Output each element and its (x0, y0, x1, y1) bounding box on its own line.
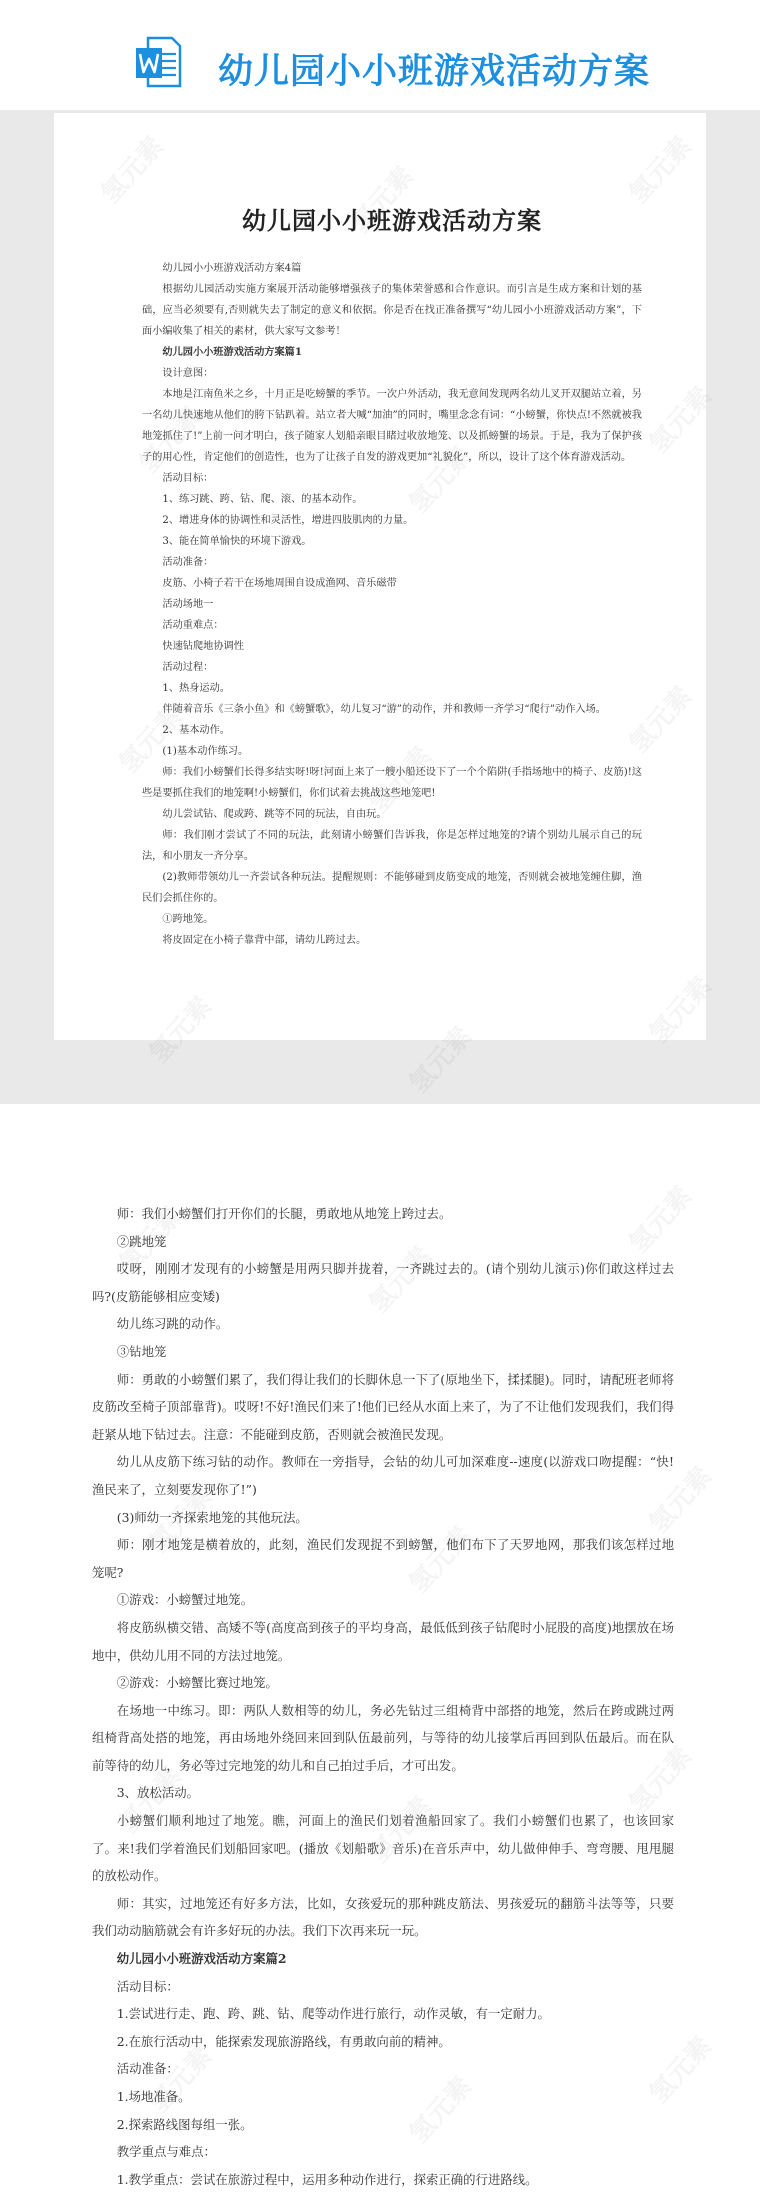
paragraph: 活动过程： (162, 662, 214, 673)
paragraph: (1)基本动作练习。 (162, 746, 249, 757)
paragraph: ①游戏：小螃蟹过地笼。 (116, 1592, 254, 1608)
paragraph: 活动准备： (116, 2061, 179, 2077)
paragraph: 师：我们小螃蟹们长得多结实呀!呀!河面上来了一艘小船还设下了一个个陷阱(手指场地中的椅子、皮筋)!这些是要抓住我们的地笼啊!小螃蟹们，你们试着去挑战这些地笼吧! (142, 767, 642, 799)
header-title: 幼儿园小小班游戏活动方案 (218, 52, 651, 92)
paragraph: ③钻地笼 (116, 1343, 167, 1359)
paragraph: 本地是江南鱼米之乡，十月正是吃螃蟹的季节。一次户外活动，我无意间发现两名幼儿叉开双腿站立着，另一名幼儿快速地从他们的胯下钻趴着。站立者大喊“加油”的同时，嘴里念念有词：“小螃蟹，你快点!不然就被我地笼抓住了!”上前一问才明白，孩子随家人划船亲眼目睹过收放地笼、以及抓螃蟹的场景。于是，我为了保护孩子的用心性，肯定他们的创造性，也为了让孩子自发的游戏更加“礼貌化”，所以，设计了这个体育游戏活动。 (142, 389, 642, 463)
paragraph: 1.教学重点：尝试在旅游过程中，运用多种动作进行，探索正确的行进路线。 (116, 2171, 538, 2187)
paragraph: 3、能在简单愉快的环境下游戏。 (162, 536, 312, 547)
paragraph: 活动重难点： (162, 620, 224, 631)
paragraph: 师：勇敢的小螃蟹们累了，我们得让我们的长脚休息一下了(原地坐下，揉揉腿)。同时，请配班老师将皮筋改至椅子顶部靠背)。哎呀!不好!渔民们来了!他们已经从水面上来了，为了不让他们发现我们，我们得赶紧从地下钻过去。注意：不能碰到皮筋，否则就会被渔民发现。 (92, 1371, 674, 1442)
paragraph: 设计意图： (162, 368, 214, 379)
paragraph: 2、基本动作。 (162, 725, 230, 736)
paragraph: 1、热身运动。 (162, 683, 230, 694)
paragraph: 2、增进身体的协调性和灵活性，增进四肢肌肉的力量。 (162, 515, 414, 526)
paragraph: (3)师幼一齐探索地笼的其他玩法。 (116, 1509, 308, 1525)
paragraph: 幼儿从皮筋下练习钻的动作。教师在一旁指导，会钻的幼儿可加深难度--速度(以游戏口吻提醒：“快!渔民来了，立刻要发现你了!”) (92, 1454, 674, 1497)
paragraph: ②游戏：小螃蟹比赛过地笼。 (116, 1675, 278, 1691)
paragraph: 师：我们刚才尝试了不同的玩法，此刻请小螃蟹们告诉我，你是怎样过地笼的?请个别幼儿展示自己的玩法，和小朋友一齐分享。 (142, 830, 642, 862)
paragraph: 活动场地一 (162, 599, 214, 610)
paragraph: 小螃蟹们顺利地过了地笼。瞧，河面上的渔民们划着渔船回家了。我们小螃蟹们也累了，也该回家了。来!我们学着渔民们划船回家吧。(播放《划船歌》音乐)在音乐声中，幼儿做伸伸手、弯弯腰、甩甩腿的放松动作。 (92, 1813, 674, 1884)
paragraph: 3、放松活动。 (116, 1785, 200, 1801)
document-page-2 (0, 1104, 760, 2187)
paragraph: 活动目标： (116, 1978, 179, 1994)
paragraph: 伴随着音乐《三条小鱼》和《螃蟹歌》，幼儿复习“游”的动作，并和教师一齐学习“爬行”动作入场。 (162, 704, 606, 715)
paragraph: 2.探索路线图每组一张。 (116, 2116, 253, 2132)
page-background (0, 110, 760, 1104)
paragraph: 师：我们小螃蟹们打开你们的长腿，勇敢地从地笼上跨过去。 (116, 1206, 452, 1221)
paragraph: 活动目标： (162, 473, 214, 484)
paragraph: 在场地一中练习。即：两队人数相等的幼儿，务必先钻过三组椅背中部搭的地笼，然后在跨或跳过两组椅背高处搭的地笼，再由场地外绕回来回到队伍最前列，与等待的幼儿接掌后再回到队伍最后。而在队前等待的幼儿，务必等过完地笼的幼儿和自己拍过手后，才可出发。 (92, 1702, 674, 1773)
document-title: 幼儿园小小班游戏活动方案 (242, 206, 542, 235)
paragraph: 哎呀，刚刚才发现有的小螃蟹是用两只脚并拢着，一齐跳过去的。(请个别幼儿演示)你们敢这样过去吗?(皮筋能够相应变矮) (92, 1261, 674, 1304)
paragraph: 2.在旅行活动中，能探索发现旅游路线，有勇敢向前的精神。 (116, 2033, 451, 2049)
paragraph: (2)教师带领幼儿一齐尝试各种玩法。提醒规则：不能够碰到皮筋变成的地笼，否则就会被地笼缠住脚，渔民们会抓住你的。 (142, 872, 642, 904)
paragraph: 师：刚才地笼是横着放的，此刻，渔民们发现捉不到螃蟹，他们布下了天罗地网，那我们该怎样过地笼呢? (92, 1537, 674, 1580)
document-header (0, 0, 760, 110)
document-page-1 (54, 113, 706, 1040)
paragraph: 1、练习跳、跨、钻、爬、滚、的基本动作。 (162, 494, 363, 505)
paragraph: 根据幼儿园活动实施方案展开活动能够增强孩子的集体荣誉感和合作意识。而引言是生成方案和计划的基础，应当必须要有,否则就失去了制定的意义和依据。你是否在找正准备撰写“幼儿园小小班游戏活动方案”，下面小编收集了相关的素材，供大家写文参考！ (142, 284, 642, 337)
paragraph: 将皮固定在小椅子靠背中部，请幼儿跨过去。 (162, 935, 367, 946)
paragraph: 幼儿园小小班游戏活动方案4篇 (162, 263, 302, 274)
paragraph: 师：其实，过地笼还有好多方法，比如，女孩爱玩的那种跳皮筋法、男孩爱玩的翻筋斗法等等，只要我们动动脑筋就会有许多好玩的办法。我们下次再来玩一玩。 (92, 1895, 674, 1939)
page1-body (142, 258, 642, 951)
paragraph: 幼儿练习跳的动作。 (116, 1316, 229, 1332)
paragraph: ①跨地笼。 (162, 914, 214, 925)
paragraph: 教学重点与难点： (116, 2144, 216, 2160)
paragraph: 1.尝试进行走、跑、跨、跳、钻、爬等动作进行旅行，动作灵敏，有一定耐力。 (116, 2006, 550, 2022)
paragraph: 皮筋、小椅子若干在场地周围自设成渔网、音乐磁带 (162, 578, 397, 589)
paragraph: 将皮筋纵横交错、高矮不等(高度高到孩子的平均身高，最低低到孩子钻爬时小屁股的高度)地摆放在场地中，供幼儿用不同的方法过地笼。 (92, 1619, 674, 1663)
section-heading: 幼儿园小小班游戏活动方案篇1 (162, 346, 302, 358)
paragraph: 1.场地准备。 (116, 2089, 191, 2104)
paragraph: 活动准备： (162, 557, 214, 568)
word-document-icon (134, 34, 182, 90)
paragraph: ②跳地笼 (116, 1233, 167, 1249)
paragraph: 幼儿尝试钻、爬或跨、跳等不同的玩法，自由玩。 (162, 809, 387, 820)
paragraph: 快速钻爬地协调性 (162, 641, 244, 652)
section-heading: 幼儿园小小班游戏活动方案篇2 (116, 1951, 287, 1967)
page2-body (92, 1200, 674, 2193)
